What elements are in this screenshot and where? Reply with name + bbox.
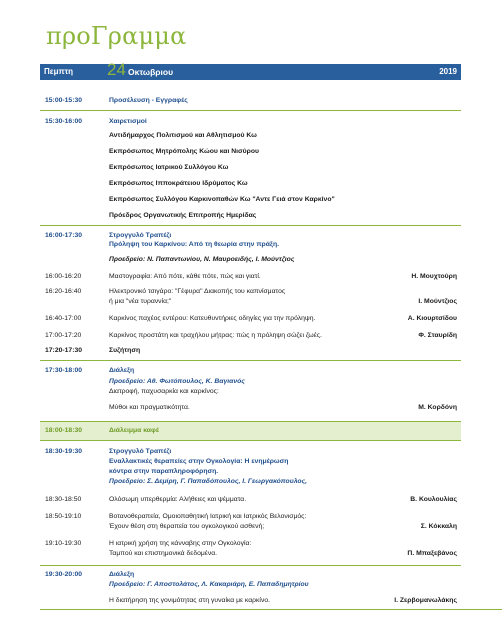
divider	[40, 225, 461, 226]
talk-time: 16:40-17:00	[45, 315, 82, 322]
talk-speaker: Φ. Σταυρίδη	[418, 332, 457, 339]
session-subtitle: Πρόληψη του Καρκίνου: Από τη θεωρία στην πράξη.	[109, 241, 279, 248]
talk-title: Συζήτηση	[109, 347, 141, 354]
session-subtitle: Εναλλακτικές θεραπείες στην Ογκολογία: Η ενημέρωση	[109, 458, 289, 465]
lecture-title-cont: Μύθοι και πραγματικότητα.	[109, 404, 190, 411]
session-chairs: Προεδρείο: Γ. Αποστολάτος, Λ. Κακαριάρη, Ε. Παπαδημητρίου	[109, 581, 309, 588]
talk-time: 16:20-16:40	[45, 288, 82, 295]
talk-title: Καρκίνος προστάτη και τραχήλου μήτρας: πώς η πρόληψη σώζει ζωές.	[109, 332, 322, 339]
talk-speaker: Η. Μουχτούρη	[411, 273, 457, 280]
talk-speaker: Β. Κουλουλίας	[410, 496, 457, 503]
greeting-item: Εκπρόσωπος Συλλόγου Καρκινοπαθών Κω "Αντε Γειά στον Καρκίνο"	[109, 196, 335, 203]
greeting-item: Αντιδήμαρχος Πολιτισμού και Αθλητισμού Κω	[109, 132, 257, 139]
talk-time: 19:10-19:30	[45, 540, 82, 547]
session-time: 16:00-17:30	[45, 232, 83, 239]
talk-title-cont: Έχουν θέση στη θεραπεία του ογκολογικού ασθενή;	[109, 523, 265, 530]
session-title: Διάλεξη	[109, 571, 135, 578]
session-title: Προσέλευση - Εγγραφές	[109, 97, 188, 104]
day-number: 24	[107, 60, 126, 79]
greeting-item: Πρόεδρος Οργανωτικής Επιτροπής Ημερίδας	[109, 212, 257, 219]
lecture-title: Διατροφή, παχυσαρκία και καρκίνος:	[109, 388, 219, 395]
session-title: Χαιρετισμοί	[109, 118, 147, 125]
session-title: Διάλειμμα καφέ	[109, 427, 159, 434]
greeting-item: Εκπρόσωπος Ιπποκράτειου Ιδρύματος Κω	[109, 180, 248, 187]
bottom-divider	[40, 609, 502, 610]
talk-speaker: Σ. Κόκκαλη	[420, 523, 457, 530]
talk-time: 17:20-17:30	[45, 347, 83, 354]
session-title: Στρογγυλό Τραπέζι	[109, 448, 172, 455]
session-chairs: Προεδρείο: Σ. Δεμίρη, Γ. Παπαδόπουλος, Ι. Γεωργακόπουλος,	[109, 478, 308, 485]
year: 2019	[439, 67, 457, 76]
session-chairs: Προεδρείο: Ν. Παπαντωνίου, Ν. Μαυροειδής, Ι. Μούντζιος	[109, 256, 295, 263]
session-lecture-nutrition	[40, 364, 461, 420]
session-time: 18:30-19:30	[45, 448, 83, 455]
session-lecture-fertility	[40, 568, 461, 608]
session-round-table-prevention	[40, 229, 461, 359]
talk-title-cont: ή μια "νέα τυραννία;"	[109, 298, 172, 305]
talk-speaker: Π. Μπαξεβάνος	[407, 550, 457, 557]
session-time: 15:00-15:30	[45, 97, 83, 104]
session-registration	[40, 94, 461, 108]
talk-title: Καρκίνος παχέος εντέρου: Κατευθυντήριες οδηγίες για την πρόληψη.	[109, 315, 316, 322]
weekday: Πεμπτη	[44, 67, 74, 76]
talk-title: Μαστογραφία: Από πότε, κάθε πότε, πώς και γιατί.	[109, 273, 261, 280]
session-subtitle-cont: κόντρα στην παραπληροφόρηση.	[109, 468, 219, 475]
month: Οκτωβριου	[128, 67, 174, 77]
session-time: 15:30-16:00	[45, 118, 83, 125]
session-greetings	[40, 114, 461, 224]
session-title: Διάλεξη	[109, 367, 135, 374]
talk-title-cont: Ταμπού και επιστημονικά δεδομένα.	[109, 550, 218, 557]
talk-title: Βοτανοθεραπεία, Ομοιοπαθητική Ιατρική και Ιατρικός Βελονισμός:	[109, 513, 307, 520]
talk-speaker: Ι. Μούντζιος	[418, 298, 457, 305]
session-time: 18:00-18:30	[45, 427, 83, 434]
talk-title: Ολόσωμη υπερθερμία: Αλήθειες και ψέμματα.	[109, 496, 247, 503]
talk-title: Ηλεκτρονικό τσιγάρο: "Γέφυρα" Διακοπής του καπνίσματος	[109, 288, 286, 295]
day-bar	[40, 60, 461, 80]
talk-time: 18:50-19:10	[45, 513, 82, 520]
program-title: προΓραμμα	[46, 22, 187, 50]
lecture-title: Η διατήρηση της γονιμότητας στη γυναίκα με καρκίνο.	[109, 597, 271, 604]
lecture-speaker: Ι. Ζερβομανωλάκης	[394, 597, 457, 604]
talk-time: 16:00-16:20	[45, 273, 82, 280]
session-time: 17:30-18:00	[45, 367, 83, 374]
greeting-item: Εκπρόσωπος Μητρόπολης Κώου και Νισύρου	[109, 148, 259, 155]
talk-time: 18:30-18:50	[45, 496, 82, 503]
talk-speaker: Α. Κιουρτσίδου	[407, 315, 457, 322]
lecture-speaker: Μ. Κορδόνη	[418, 404, 457, 411]
talk-time: 17:00-17:20	[45, 332, 82, 339]
session-time: 19:30-20:00	[45, 571, 83, 578]
session-title: Στρογγυλό Τραπέζι	[109, 232, 172, 239]
divider	[40, 110, 461, 111]
divider	[40, 440, 461, 441]
session-chairs: Προεδρείο: Αθ. Φωτόπουλος, Κ. Βαγιανός	[109, 378, 245, 385]
session-round-table-alternative	[40, 445, 461, 559]
talk-title: Η ιατρική χρήση της κάνναβης στην Ογκολογία:	[109, 540, 252, 547]
divider	[40, 360, 461, 361]
session-coffee-break	[40, 422, 461, 440]
greeting-item: Εκπρόσωπος Ιατρικού Συλλόγου Κω	[109, 164, 229, 171]
divider	[40, 565, 461, 566]
